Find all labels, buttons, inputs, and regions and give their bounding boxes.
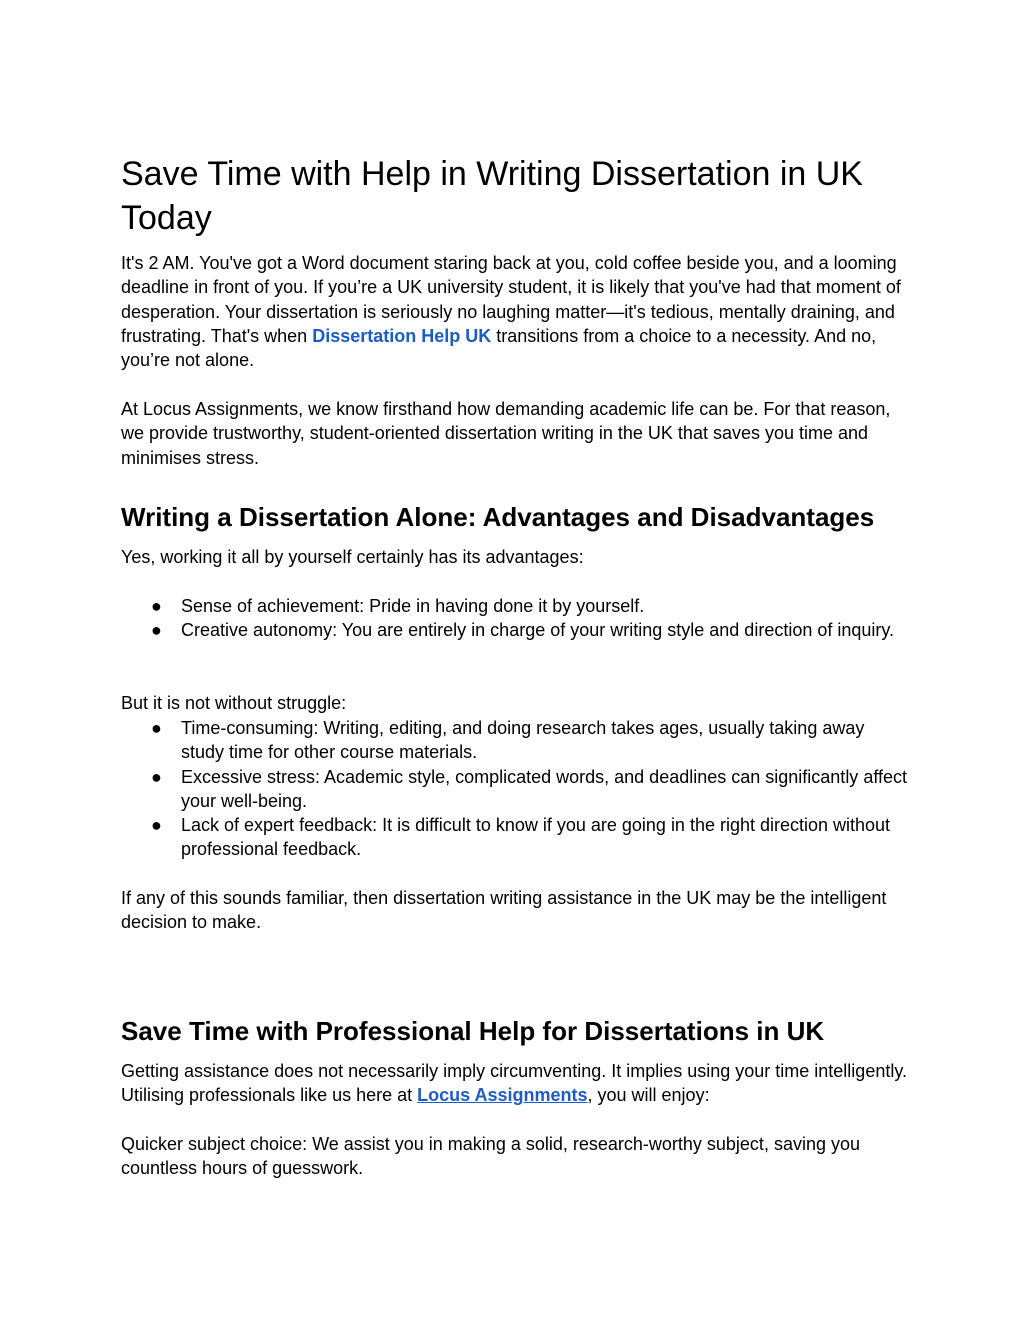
list-item bbox=[121, 618, 911, 642]
text: transitions from a choice to a necessity. And no, you’re not alone. bbox=[121, 325, 877, 371]
page-title: Save Time with Help in Writing Dissertation in UK Today bbox=[121, 155, 863, 237]
section-heading-1: Writing a Dissertation Alone: Advantages and Disadvantages bbox=[121, 502, 875, 532]
list-item bbox=[121, 765, 911, 814]
section-heading-2: Save Time with Professional Help for Dissertations in UK bbox=[121, 1016, 825, 1046]
list-item-text: Excessive stress: Academic style, complicated words, and deadlines can significantly affect your well-being. bbox=[181, 766, 908, 811]
bullet-icon: ● bbox=[151, 766, 162, 787]
bullet-icon: ● bbox=[151, 815, 162, 836]
disadvantages-list bbox=[121, 716, 911, 862]
section2-paragraph-1 bbox=[121, 1059, 911, 1108]
list-item bbox=[121, 716, 911, 765]
intro-paragraph-1 bbox=[121, 251, 911, 372]
bullet-icon: ● bbox=[151, 718, 162, 738]
list-item-text: Creative autonomy: You are entirely in charge of your writing style and direction of inquiry. bbox=[181, 620, 895, 641]
bullet-icon: ● bbox=[151, 620, 162, 641]
section1-closing: If any of this sounds familiar, then dissertation writing assistance in the UK may be the intelligent decision to make. bbox=[121, 888, 887, 933]
list-item-text: Sense of achievement: Pride in having done it by yourself. bbox=[181, 596, 645, 616]
list-item-text: Time-consuming: Writing, editing, and doing research takes ages, usually taking away study time for other course materials. bbox=[181, 718, 865, 763]
text: , you will enjoy: bbox=[587, 1085, 710, 1106]
advantages-list bbox=[121, 594, 911, 643]
text: It's 2 AM. You've got a Word document staring back at you, cold coffee beside you, and a looming deadline in front of you. If you’re a UK university student, it is likely that you've had that moment of desperation. Your dissertation is seriously no laughing matter—it's tedious, mentally draining, and frustrating. That's when bbox=[121, 253, 901, 346]
section2-paragraph-2: Quicker subject choice: We assist you in making a solid, research-worthy subject, saving you countless hours of guesswork. bbox=[121, 1134, 860, 1179]
list-item-text: Lack of expert feedback: It is difficult to know if you are going in the right direction without professional feedback. bbox=[181, 815, 891, 860]
bullet-icon: ● bbox=[151, 596, 162, 616]
struggle-lead: But it is not without struggle: bbox=[121, 693, 347, 713]
locus-assignments-link[interactable]: Locus Assignments bbox=[417, 1085, 588, 1106]
advantages-lead: Yes, working it all by yourself certainly has its advantages: bbox=[121, 547, 584, 567]
intro-paragraph-2: At Locus Assignments, we know firsthand how demanding academic life can be. For that reason, we provide trustworthy, student-oriented dissertation writing in the UK that saves you time and minimises stress. bbox=[121, 399, 891, 468]
list-item bbox=[121, 813, 911, 862]
list-item bbox=[121, 594, 911, 618]
text: Getting assistance does not necessarily imply circumventing. It implies using your time intelligently. Utilising professionals like us here at bbox=[121, 1061, 908, 1106]
dissertation-help-uk-link[interactable]: Dissertation Help UK bbox=[312, 325, 492, 346]
